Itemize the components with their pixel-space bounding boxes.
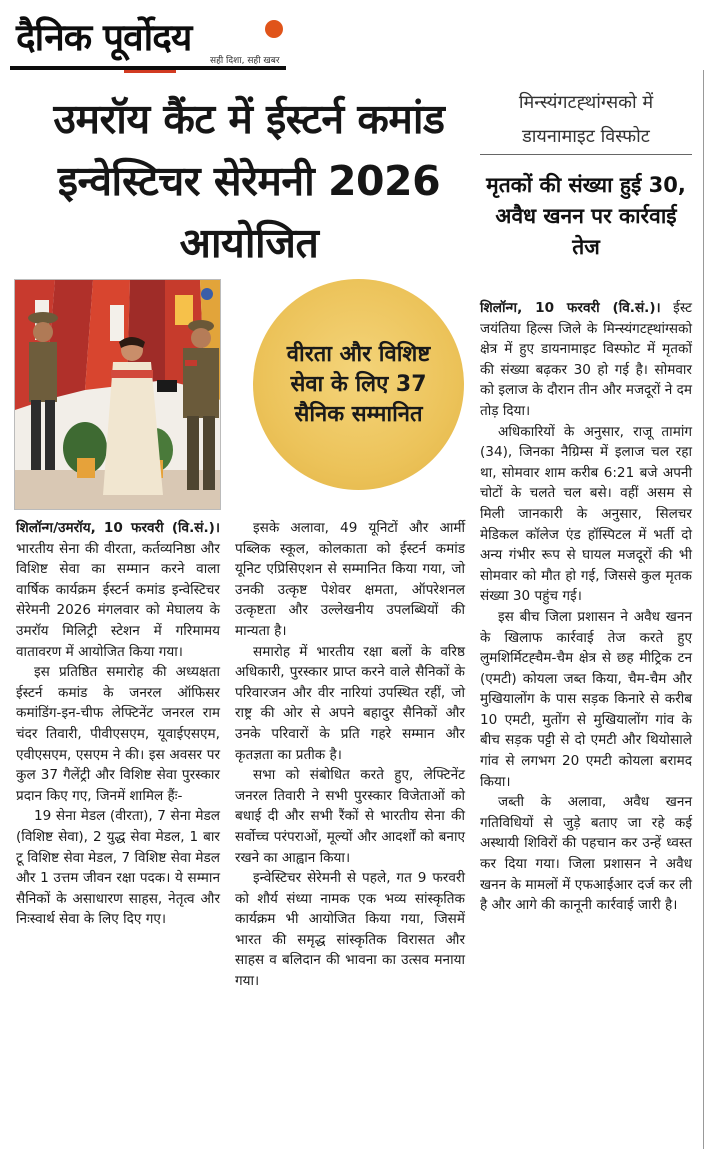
masthead-tagline: सही दिशा, सही खबर [210, 56, 280, 66]
side-story-paragraph: शिलॉन्ग, 10 फरवरी (वि.सं.)। ईस्ट जयंतिया हिल्स जिले के मिन्स्यंगटह्थांग्सको क्षेत्र में हुए डायनामाइट विस्फोट में मृतकों की संख्या बढ़कर 30 हो गई है। सोमवार को इलाज के दौरान तीन और मजदूरों ने दम तोड़ दिया। [480, 300, 692, 419]
main-story-paragraph: इसके अलावा, 49 यूनिटों और आर्मी पब्लिक स्कूल, कोलकाता को ईस्टर्न कमांड यूनिट एप्रिसिएशन से सम्मानित किया गया, जो उनकी उत्कृष्ट पेशेवर क्षमता, ऑपरेशनल उत्कृष्टता और उल्लेखनीय उपलब्धियों की मान्यता है। [235, 520, 465, 639]
highlight-badge [253, 279, 464, 490]
newspaper-logo: दैनिक पूर्वोदय [16, 15, 192, 59]
side-story-kicker: मिन्स्यंगटह्थांग्सको में डायनामाइट विस्फोट [480, 86, 692, 155]
masthead [10, 8, 286, 70]
side-story-column [480, 298, 692, 916]
main-story-paragraph: सभा को संबोधित करते हुए, लेफ्टिनेंट जनरल तिवारी ने सभी पुरस्कार विजेताओं को बधाई दी और सभी रैंकों से भारतीय सेना की सर्वोच्च परंपराओं, मूल्यों और आदर्शों को बनाए रखने का आह्वान किया। [235, 767, 465, 866]
main-story-paragraph: शिलॉन्ग/उमरॉय, 10 फरवरी (वि.सं.)। भारतीय सेना की वीरता, कर्तव्यनिष्ठा और विशिष्ट सेवा का सम्मान करने वाला वार्षिक कार्यक्रम ईस्टर्न कमांड इन्वेस्टिचर सेरेमनी 2026 मंगलवार को मेघालय के उमरॉय मिलिट्री स्टेशन में गरिमामय वातावरण में आयोजित किया गया। [16, 520, 220, 660]
main-story-paragraph: इस प्रतिष्ठित समारोह की अध्यक्षता ईस्टर्न कमांड के जनरल ऑफिसर कमांडिंग-इन-चीफ लेफ्टिनेंट जनरल राम चंदर तिवारी, पीवीएसएम, यूवाईएसएम, एवीएसएम, एसएम ने की। इस अवसर पर कुल 37 गैलेंट्री और विशिष्ट सेवा पुरस्कार प्रदान किए गए, जिनमें शामिल हैंः- [16, 664, 220, 804]
side-dateline: शिलॉन्ग, 10 फरवरी (वि.सं.)। [480, 300, 661, 316]
logo-sun-icon [265, 20, 283, 38]
main-story-paragraph: इन्वेस्टिचर सेरेमनी से पहले, गत 9 फरवरी को शौर्य संध्या नामक एक भव्य सांस्कृतिक कार्यक्रम भी आयोजित किया गया, जिसमें भारत की समृद्ध सांस्कृतिक विरासत और साहस व बलिदान की भावना का उत्सव मनाया गया। [235, 870, 465, 990]
side-story-paragraph: अधिकारियों के अनुसार, राजू तामांग (34), जिनका नैग्रिम्स में इलाज चल रहा था, सोमवार शाम करीब 6:21 बजे अपनी चोटों के चलते चल बसे। वहीं असम से मिली जानकारी के अनुसार, सिलचर मेडिकल कॉलेज एंड हॉस्पिटल में भर्ती दो अन्य गंभीर रूप से घायल मजदूरों की भी सोमवार को मौत हो गई, जिससे कुल मृतक संख्या 30 पहुंच गई। [480, 423, 692, 605]
main-story-column-2 [235, 518, 465, 992]
ceremony-photo [14, 279, 221, 510]
highlight-text: वीरता और विशिष्ट सेवा के लिए 37 सैनिक सम्मानित [286, 341, 431, 427]
side-story-paragraph: जब्ती के अलावा, अवैध खनन गतिविधियों से जुड़े बताए जा रहे कई अस्थायी शिविरों की पहचान कर उन्हें ध्वस्त कर दिया गया। जिला प्रशासन ने अवैध खनन के मामलों में एफआईआर दर्ज कर ली है और आगे की कानूनी कार्रवाई जारी है। [480, 794, 692, 914]
main-story-paragraph: 19 सेना मेडल (वीरता), 7 सेना मेडल (विशिष्ट सेवा), 2 युद्ध सेवा मेडल, 1 बार टू विशिष्ट सेवा मेडल, 7 विशिष्ट सेवा मेडल और 1 उत्तम जीवन रक्षा पदक। ये सम्मान सैनिकों के असाधारण साहस, नेतृत्व और निःस्वार्थ सेवा के लिए दिए गए। [16, 808, 220, 928]
side-story-paragraph: इस बीच जिला प्रशासन ने अवैध खनन के खिलाफ कार्रवाई तेज करते हुए लुमशिर्मिटह्चैम-चैम क्षेत्र से छह मीट्रिक टन (एमटी) कोयला जब्त किया, चैम-चैम और मुखियालोंग के पास सड़क किनारे से करीब 10 एमटी, मुतोंग से मुखियालोंग गांव के बीच सड़क पट्टी से दो एमटी और थियोसाले गांव से लगभग 20 एमटी कोयला बरामद किया। [480, 608, 692, 790]
main-story-column-1 [16, 518, 220, 930]
column-divider [703, 70, 704, 1149]
masthead-rule-accent [124, 70, 176, 73]
main-dateline: शिलॉन्ग/उमरॉय, 10 फरवरी (वि.सं.)। [16, 520, 220, 536]
side-story-headline: मृतकों की संख्या हुई 30, अवैध खनन पर कार्रवाई तेज [486, 173, 686, 259]
main-story-paragraph: समारोह में भारतीय रक्षा बलों के वरिष्ठ अधिकारी, पुरस्कार प्राप्त करने वाले सैनिकों के परिवारजन और वीर नारियां उपस्थित रहीं, जो राष्ट्र की ओर से अपने बहादुर सैनिकों और उनके परिवारों के प्रति गहरे सम्मान और कृतज्ञता का प्रतीक है। [235, 643, 465, 763]
main-headline: उमरॉय कैंट में ईस्टर्न कमांड इन्वेस्टिचर सेरेमनी 2026 आयोजित [53, 95, 445, 267]
